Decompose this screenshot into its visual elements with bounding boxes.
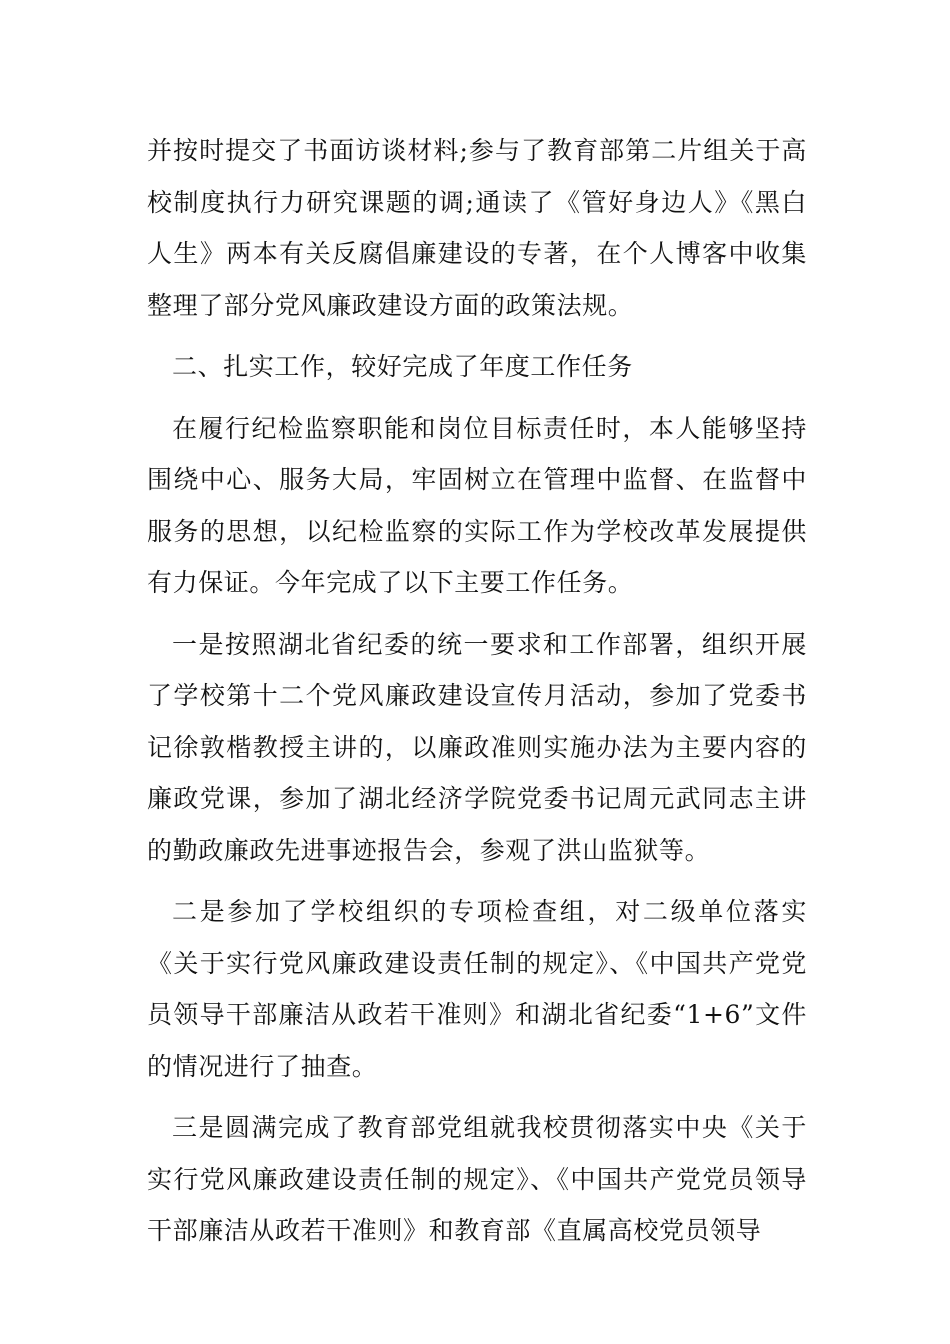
- document-body: [147, 125, 807, 1267]
- paragraph-item-two: 二是参加了学校组织的专项检查组，对二级单位落实《关于实行党风廉政建设责任制的规定》、《中国共产党党员领导干部廉洁从政若干准则》和湖北省纪委“1+6”文件的情况进行了抽查。: [147, 897, 807, 1081]
- paragraph-duties: 在履行纪检监察职能和岗位目标责任时，本人能够坚持围绕中心、服务大局，牢固树立在管理中监督、在监督中服务的思想，以纪检监察的实际工作为学校改革发展提供有力保证。今年完成了以下主要工作任务。: [147, 413, 807, 597]
- section-heading: 二、扎实工作，较好完成了年度工作任务: [172, 352, 633, 381]
- paragraph-continuation: 并按时提交了书面访谈材料;参与了教育部第二片组关于高校制度执行力研究课题的调;通读了《管好身边人》《黑白人生》两本有关反腐倡廉建设的专著，在个人博客中收集整理了部分党风廉政建设方面的政策法规。: [147, 136, 807, 320]
- paragraph-item-one: 一是按照湖北省纪委的统一要求和工作部署，组织开展了学校第十二个党风廉政建设宣传月活动，参加了党委书记徐敦楷教授主讲的，以廉政准则实施办法为主要内容的廉政党课，参加了湖北经济学院党委书记周元武同志主讲的勤政廉政先进事迹报告会，参观了洪山监狱等。: [147, 629, 807, 865]
- paragraph-item-three: 三是圆满完成了教育部党组就我校贯彻落实中央《关于实行党风廉政建设责任制的规定》、《中国共产党党员领导干部廉洁从政若干准则》和教育部《直属高校党员领导: [147, 1113, 807, 1245]
